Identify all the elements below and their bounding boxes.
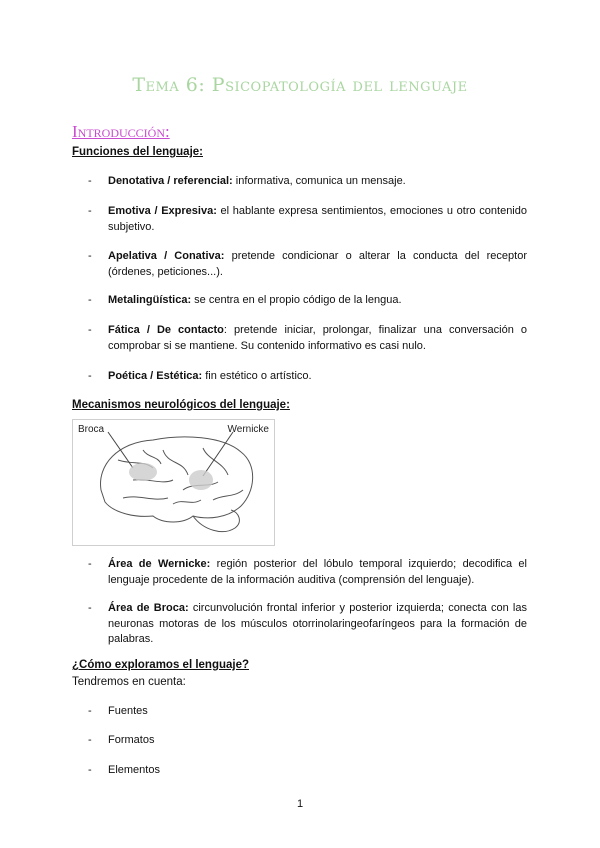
wernicke-label: Wernicke [227, 424, 269, 435]
list-item [90, 204, 527, 235]
list-item [90, 174, 527, 190]
bullet-dash: - [88, 370, 92, 382]
list-item [90, 323, 527, 354]
item-term: Denotativa / referencial: [108, 175, 233, 187]
item-term: Emotiva / Expresiva: [108, 205, 217, 217]
item-text: región posterior del lóbulo temporal izquierdo; decodifica el lenguaje procedente de la información auditiva (comprensión del lenguaje). [108, 558, 527, 586]
list-item [90, 369, 527, 385]
list-item [90, 557, 527, 588]
item-term: Metalingüística: [108, 294, 192, 306]
item-term: Poética / Estética: [108, 370, 203, 382]
list-item [90, 249, 527, 280]
bullet-dash: - [88, 602, 92, 614]
funciones-heading: Funciones del lenguaje: [72, 146, 203, 158]
exploramos-heading: ¿Cómo exploramos el lenguaje? [72, 659, 250, 671]
item-text: Elementos [108, 764, 160, 776]
bullet-dash: - [88, 205, 92, 217]
bullet-dash: - [88, 558, 92, 570]
brain-figure [72, 419, 275, 546]
document-title: Tema 6: Psicopatología del lenguaje [132, 74, 468, 96]
item-text: pretende condicionar o alterar la conducta del receptor (órdenes, peticiones...). [108, 250, 527, 278]
list-item [90, 704, 527, 720]
bullet-dash: - [88, 324, 92, 336]
bullet-dash: - [88, 705, 92, 717]
bullet-dash: - [88, 175, 92, 187]
item-text: fin estético o artístico. [202, 370, 312, 382]
broca-label: Broca [78, 424, 105, 435]
mecanismos-heading: Mecanismos neurológicos del lenguaje: [72, 399, 290, 411]
list-item [90, 601, 527, 648]
item-term: Apelativa / Conativa: [108, 250, 225, 262]
exploramos-intro: Tendremos en cuenta: [72, 676, 186, 688]
item-text: : pretende iniciar, prolongar, finalizar una conversación o comprobar si se mantiene. Su contenido informativo es casi nulo. [108, 324, 527, 352]
bullet-dash: - [88, 294, 92, 306]
intro-heading: Introducción: [72, 122, 170, 141]
brain-illustration [73, 420, 274, 545]
item-text: Formatos [108, 734, 155, 746]
item-term: Área de Broca: [108, 602, 189, 614]
list-item [90, 763, 527, 779]
bullet-dash: - [88, 764, 92, 776]
item-text: se centra en el propio código de la lengua. [191, 294, 402, 306]
bullet-dash: - [88, 250, 92, 262]
bullet-dash: - [88, 734, 92, 746]
item-text: informativa, comunica un mensaje. [232, 175, 406, 187]
item-term: Fática / De contacto [108, 324, 224, 336]
item-text: circunvolución frontal inferior y posterior izquierda; conecta con las neuronas motoras de los músculos otorrinolaringeofaríngeos para la formación de palabras. [108, 602, 527, 645]
list-item [90, 293, 527, 309]
item-term: Área de Wernicke: [108, 558, 211, 570]
list-item [90, 733, 527, 749]
page-number: 1 [296, 798, 304, 810]
item-text: Fuentes [108, 705, 148, 717]
item-text: el hablante expresa sentimientos, emociones u otro contenido subjetivo. [108, 205, 527, 233]
